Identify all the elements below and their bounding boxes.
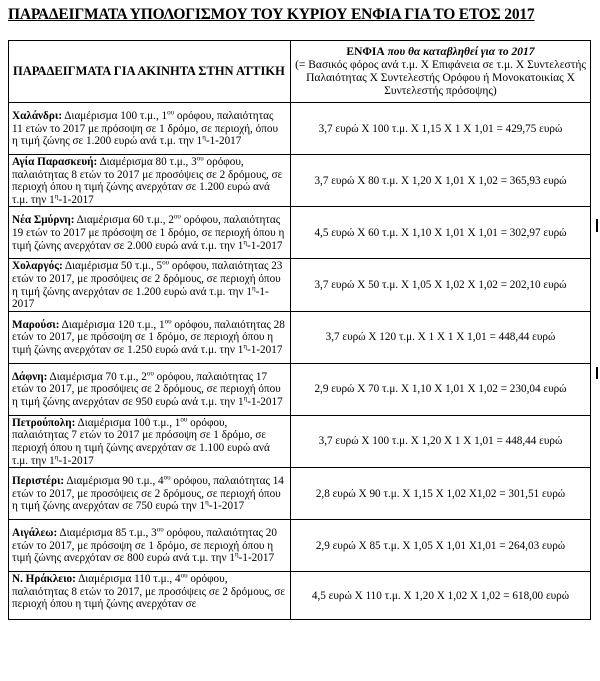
- description-text: Διαμέρισμα 70 τ.μ., 2: [47, 370, 147, 383]
- floor-suffix: ου: [156, 525, 164, 534]
- description-text: ορόφου, παλαιότητας 17 ετών το 2017, με προσόψεις σε 2 δρόμους, σε περιοχή όπου η τιμή ζώνης ανερχόταν σε 950 ευρώ ανά τ.μ. την 1: [12, 370, 281, 409]
- description-date: -1-2017: [247, 239, 283, 252]
- description-text: Διαμέρισμα 60 τ.μ., 2: [74, 214, 174, 227]
- date-suffix: η: [251, 283, 256, 292]
- description-date: -1-2017: [205, 135, 242, 148]
- table-row: [9, 520, 591, 572]
- header-enfia-bold: ΕΝΦΙΑ: [346, 45, 385, 58]
- area-name: Μαρούσι:: [12, 318, 60, 331]
- description-text: ορόφου, παλαιότητας 11 ετών το 2017 με πρόσοψη σε 1 δρόμο, σε περιοχή, όπου η τιμή ζώνης σε 1.200 ευρώ ανά τ.μ. την 1: [12, 110, 279, 148]
- area-name: Χαλάνδρι:: [12, 110, 63, 123]
- description-text: Διαμέρισμα 85 τ.μ., 3: [57, 527, 157, 540]
- floor-suffix: ου: [196, 154, 204, 163]
- description-text: Διαμέρισμα 100 τ.μ., 1: [62, 110, 168, 123]
- table-row: [9, 155, 591, 207]
- table-row: [9, 259, 591, 311]
- property-description: [9, 311, 291, 363]
- enfia-calculation: 3,7 ευρώ Χ 100 τ.μ. Χ 1,15 Χ 1 Χ 1,01 = 429,75 ευρώ: [291, 103, 591, 155]
- page-title: ΠΑΡΑΔΕΙΓΜΑΤΑ ΥΠΟΛΟΓΙΣΜΟΥ ΤΟΥ ΚΥΡΙΟΥ ΕΝΦΙΑ ΓΙΑ ΤΟ ΕΤΟΣ 2017: [8, 6, 535, 23]
- table-row: [9, 103, 591, 155]
- floor-suffix: ου: [180, 571, 188, 580]
- area-name: Χολαργός:: [12, 260, 63, 273]
- date-suffix: η: [54, 192, 59, 201]
- description-text: Διαμέρισμα 80 τ.μ., 3: [97, 156, 197, 168]
- date-suffix: η: [205, 498, 209, 507]
- description-text: ορόφου, παλαιότητας 23 ετών το 2017, με προσόψεις σε 2 δρόμους, σε περιοχή όπου η τιμή ζώνης ανερχόταν σε 1.200 ευρώ ανά τ.μ. την 1: [12, 260, 283, 298]
- enfia-calculation: 3,7 ευρώ Χ 80 τ.μ. Χ 1,20 Χ 1,01 Χ 1,02 = 365,93 ευρώ: [291, 155, 591, 207]
- area-name: Δάφνη:: [12, 370, 48, 383]
- floor-suffix: ου: [146, 369, 154, 378]
- property-description: [9, 363, 291, 415]
- description-text: ορόφου, παλαιότητας 8 ετών το 2017 με προσόψεις σε 2 δρόμους, σε περιοχή όπου η τιμή ζώνης ανερχόταν σε 1.200 ευρώ ανά τ.μ. την 1: [12, 156, 283, 206]
- area-name: Πετρούπολη:: [12, 416, 76, 429]
- property-description: [9, 103, 291, 155]
- property-description: [9, 207, 291, 259]
- date-suffix: η: [243, 237, 248, 246]
- header-properties: ΠΑΡΑΔΕΙΓΜΑΤΑ ΓΙΑ ΑΚΙΝΗΤΑ ΣΤΗΝ ΑΤΤΙΚΗ: [9, 41, 291, 103]
- description-text: Διαμέρισμα 120 τ.μ., 1: [59, 318, 165, 331]
- property-description: [9, 572, 291, 620]
- floor-suffix: ου: [162, 258, 170, 267]
- floor-suffix: ου: [180, 415, 188, 424]
- enfia-examples-table: [8, 40, 591, 620]
- enfia-calculation: 4,5 ευρώ Χ 60 τ.μ. Χ 1,10 Χ 1,01 Χ 1,01 = 302,97 ευρώ: [291, 207, 591, 259]
- description-date: -1-2017: [247, 344, 283, 357]
- description-text: ορόφου, παλαιότητας 19 ετών το 2017 με πρόσοψη σε 1 δρόμο, σε περιοχή όπου η τιμή ζώνης ανερχόταν σε 2.000 ευρώ ανά τ.μ. την 1: [12, 214, 285, 252]
- description-text: Διαμέρισμα 110 τ.μ., 4: [75, 573, 181, 586]
- property-description: [9, 520, 291, 572]
- property-description: [9, 259, 291, 311]
- description-date: -1-2017: [247, 396, 283, 409]
- header-enfia: [291, 41, 591, 103]
- enfia-calculation: 2,9 ευρώ Χ 85 τ.μ. Χ 1,05 Χ 1,01 Χ1,01 = 264,03 ευρώ: [291, 520, 591, 572]
- date-suffix: η: [202, 133, 206, 142]
- floor-suffix: ου: [163, 473, 171, 482]
- area-name: Νέα Σμύρνη:: [12, 214, 75, 227]
- description-date: -1-2017: [238, 552, 275, 565]
- description-date: -1-2017: [58, 193, 94, 206]
- description-date: -1-2017: [208, 500, 245, 513]
- description-date: -1-2017: [12, 285, 269, 311]
- property-description: [9, 415, 291, 467]
- floor-suffix: ου: [173, 212, 181, 221]
- enfia-calculation: 2,8 ευρώ Χ 90 τ.μ. Χ 1,15 Χ 1,02 Χ1,02 = 301,51 ευρώ: [291, 468, 591, 520]
- enfia-calculation: 3,7 ευρώ Χ 120 τ.μ. Χ 1 Χ 1 Χ 1,01 = 448,44 ευρώ: [291, 311, 591, 363]
- description-text: ορόφου, παλαιότητας 8 ετών το 2017, με προσόψεις σε 2 δρόμους, σε περιοχή όπου η τιμή ζώνης ανερχόταν σε: [12, 573, 286, 611]
- edge-mark: [596, 367, 598, 379]
- header-enfia-italic: που θα καταβληθεί για το 2017: [384, 45, 535, 58]
- date-suffix: η: [243, 342, 248, 351]
- enfia-calculation: 3,7 ευρώ Χ 50 τ.μ. Χ 1,05 Χ 1,02 Χ 1,02 = 202,10 ευρώ: [291, 259, 591, 311]
- area-name: Αιγάλεω:: [12, 527, 58, 540]
- table-row: [9, 311, 591, 363]
- floor-suffix: ου: [164, 317, 172, 326]
- description-text: Διαμέρισμα 90 τ.μ., 4: [64, 475, 164, 488]
- floor-suffix: ου: [167, 108, 175, 117]
- table-row: [9, 207, 591, 259]
- area-name: Περιστέρι:: [12, 475, 65, 488]
- property-description: [9, 155, 291, 207]
- table-header-row: [9, 41, 591, 103]
- description-text: ορόφου, παλαιότητας 28 ετών το 2017, με πρόσοψη σε 1 δρόμο, σε περιοχή όπου η τιμή ζώνης ανερχόταν σε 1.250 ευρώ ανά τ.μ. την 1: [12, 318, 285, 357]
- description-date: -1-2017: [58, 454, 94, 467]
- description-text: ορόφου, παλαιότητας 14 ετών το 2017, με προσόψεις σε 2 δρόμους, σε περιοχή όπου η τιμή ζώνης ανερχόταν σε 750 ευρώ την 1: [12, 475, 284, 513]
- area-name: Ν. Ηράκλειο:: [12, 573, 76, 586]
- description-text: ορόφου, παλαιότητας 7 ετών το 2017 με πρόσοψη σε 1 δρόμο, σε περιοχή όπου η τιμή ζώνης ανερχόταν σε 1.100 ευρώ ανά τ.μ. την 1: [12, 416, 270, 467]
- table-row: [9, 572, 591, 620]
- table-row: [9, 468, 591, 520]
- header-enfia-formula: (= Βασικός φόρος ανά τ.μ. Χ Επιφάνεια σε τ.μ. Χ Συντελεστής Παλαιότητας Χ Συντελεστής Ορόφου ή Μονοκατοικίας Χ Συντελεστής πρόσοψης): [295, 58, 586, 97]
- table-row: [9, 415, 591, 467]
- date-suffix: η: [243, 394, 248, 403]
- area-name: Αγία Παρασκευή:: [12, 156, 98, 168]
- enfia-calculation: 3,7 ευρώ Χ 100 τ.μ. Χ 1,20 Χ 1 Χ 1,01 = 448,44 ευρώ: [291, 415, 591, 467]
- date-suffix: η: [54, 452, 59, 461]
- description-text: Διαμέρισμα 50 τ.μ., 5: [62, 260, 163, 273]
- enfia-calculation: 4,5 ευρώ Χ 110 τ.μ. Χ 1,20 Χ 1,02 Χ 1,02 = 618,00 ευρώ: [291, 572, 591, 620]
- table-row: [9, 363, 591, 415]
- edge-mark: [596, 219, 598, 232]
- property-description: [9, 468, 291, 520]
- date-suffix: η: [234, 550, 239, 559]
- description-text: ορόφου, παλαιότητας 20 ετών το 2017, με πρόσοψη σε 1 δρόμο, σε περιοχή όπου η τιμή ζώνης ανερχόταν σε 800 ευρώ ανά τ.μ. την 1: [12, 527, 277, 565]
- enfia-calculation: 2,9 ευρώ Χ 70 τ.μ. Χ 1,10 Χ 1,01 Χ 1,02 = 230,04 ευρώ: [291, 363, 591, 415]
- description-text: Διαμέρισμα 100 τ.μ., 1: [75, 416, 181, 429]
